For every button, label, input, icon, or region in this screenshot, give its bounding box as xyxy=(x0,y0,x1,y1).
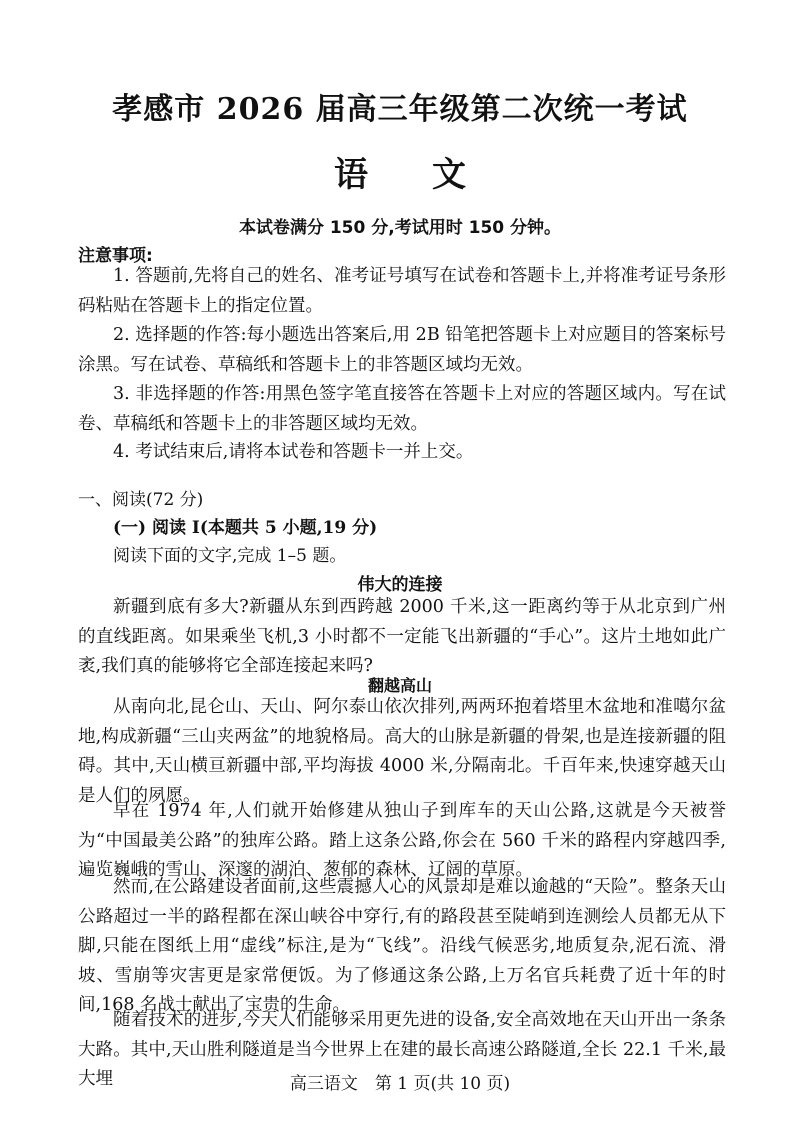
notice-heading: 注意事项: xyxy=(78,246,153,266)
article-paragraph: 早在 1974 年,人们就开始修建从独山子到库车的天山公路,这就是今天被誉为“中国最美公路”的独库公路。踏上这条公路,你会在 560 千米的路程内穿越四季,遍览巍峨的雪山、深邃的湖泊、葱郁的森林、辽阔的草原。 xyxy=(78,801,726,880)
subject-title: 语文 xyxy=(334,155,530,195)
notice-item-2: 2. 选择题的作答:每小题选出答案后,用 2B 铅笔把答题卡上对应题目的答案标号涂黑。写在试卷、草稿纸和答题卡上的非答题区域均无效。 xyxy=(78,325,726,375)
notice-item-1: 1. 答题前,先将自己的姓名、准考证号填写在试卷和答题卡上,并将准考证号条形码粘贴在答题卡上的指定位置。 xyxy=(78,266,726,316)
article-paragraph: 从南向北,昆仑山、天山、阿尔泰山依次排列,两两环抱着塔里木盆地和准噶尔盆地,构成新疆“三山夹两盆”的地貌格局。高大的山脉是新疆的骨架,也是连接新疆的阻碍。其中,天山横亘新疆中部,平均海拔 4000 米,分隔南北。千百年来,快速穿越天山是人们的夙愿。 xyxy=(78,697,726,806)
section-subtitle: (一) 阅读 I(本题共 5 小题,19 分) xyxy=(113,518,378,538)
article-paragraph: 随着技术的进步,今天人们能够采用更先进的设备,安全高效地在天山开出一条条大路。其中,天山胜利隧道是当今世界上在建的最长高速公路隧道,全长 22.1 千米,最大埋 xyxy=(78,1010,726,1089)
article-paragraph: 然而,在公路建设者面前,这些震撼人心的风景却是难以逾越的“天险”。整条天山公路超过一半的路程都在深山峡谷中穿行,有的路段甚至陡峭到连测绘人员都无从下脚,只能在图纸上用“虚线”标注,是为“飞线”。沿线气候恶劣,地质复杂,泥石流、滑坡、雪崩等灾害更是家常便饭。为了修通这条公路,上万名官兵耗费了近十年的时间,168 名战士献出了宝贵的生命。 xyxy=(78,877,726,1015)
article-subheading: 翻越高山 xyxy=(367,676,432,695)
section-instruction: 阅读下面的文字,完成 1–5 题。 xyxy=(113,546,347,566)
article-title: 伟大的连接 xyxy=(357,575,443,595)
notice-item-4: 4. 考试结束后,请将本试卷和答题卡一并上交。 xyxy=(113,442,474,462)
exam-title: 孝感市 2026 届高三年级第二次统一考试 xyxy=(112,92,688,127)
section-title: 一、阅读(72 分) xyxy=(78,490,204,510)
notice-item-3: 3. 非选择题的作答:用黑色签字笔直接答在答题卡上对应的答题区域内。写在试卷、草稿纸和答题卡上的非答题区域均无效。 xyxy=(78,384,726,434)
page-footer: 高三语文 第 1 页(共 10 页) xyxy=(289,1074,511,1094)
article-intro: 新疆到底有多大?新疆从东到西跨越 2000 千米,这一距离约等于从北京到广州的直线距离。如果乘坐飞机,3 小时都不一定能飞出新疆的“手心”。这片土地如此广袤,我们真的能够将它全部连接起来吗? xyxy=(78,597,726,676)
score-info: 本试卷满分 150 分,考试用时 150 分钟。 xyxy=(238,218,562,238)
